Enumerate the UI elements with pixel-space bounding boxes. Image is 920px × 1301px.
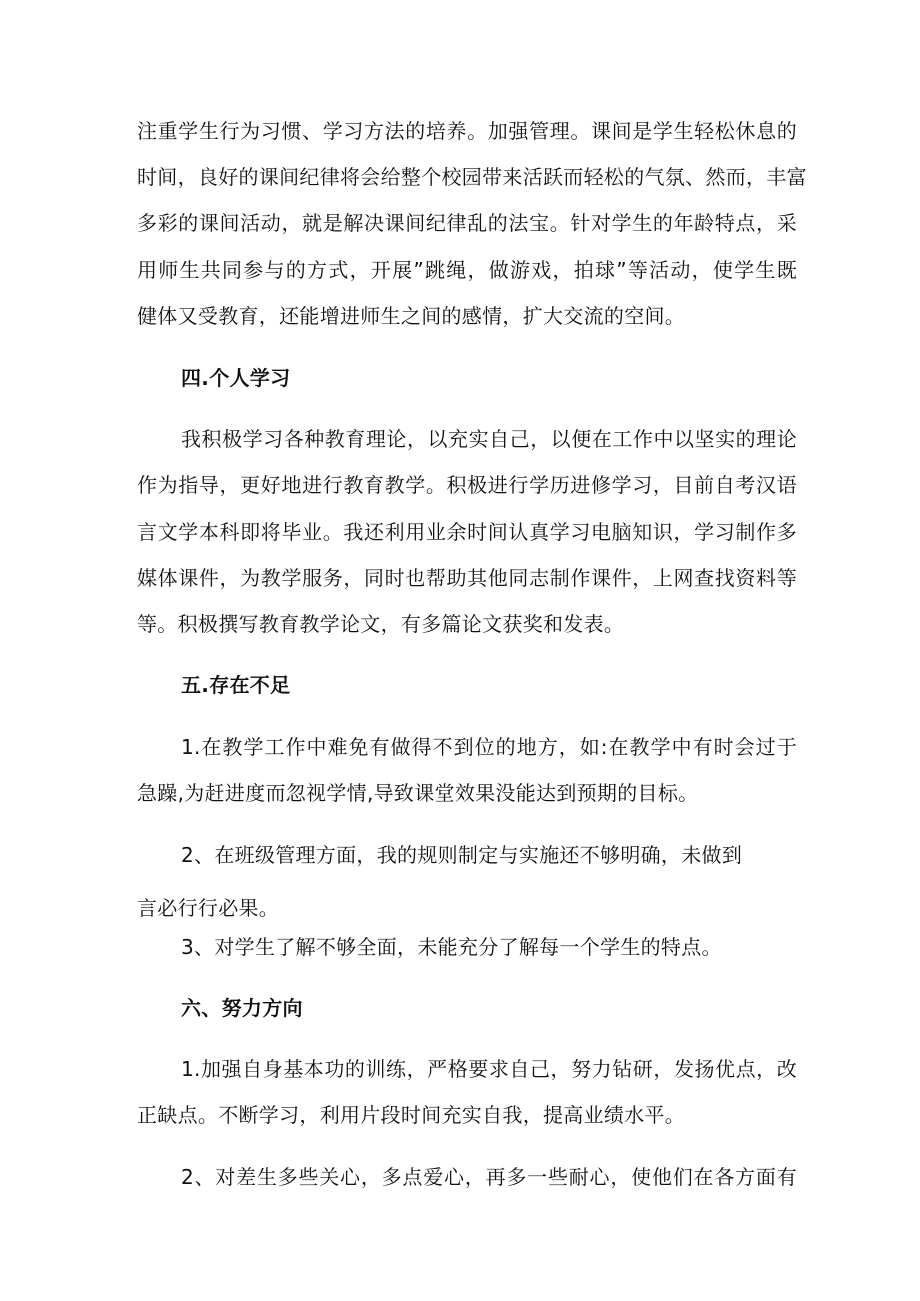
paragraph-line: 言必行行必果。 (137, 896, 280, 920)
paragraph-line: 言文学本科即将毕业。我还利用业余时间认真学习电脑知识，学习制作多 (137, 520, 797, 544)
paragraph-line: 等。积极撰写教育教学论文，有多篇论文获奖和发表。 (137, 612, 625, 636)
paragraph-line: 媒体课件，为教学服务，同时也帮助其他同志制作课件，上网查找资料等 (137, 566, 797, 590)
paragraph-line: 正缺点。不断学习，利用片段时间充实自我，提高业绩水平。 (137, 1103, 686, 1127)
paragraph-line: 3、对学生了解不够全面，未能充分了解每一个学生的特点。 (181, 935, 722, 959)
section-heading: 五.存在不足 (181, 673, 291, 697)
paragraph-line: 作为指导，更好地进行教育教学。积极进行学历进修学习，目前自考汉语 (137, 473, 797, 497)
section-heading: 六、努力方向 (181, 996, 303, 1020)
paragraph-line: 多彩的课间活动，就是解决课间纪律乱的法宝。针对学生的年龄特点，采 (137, 211, 797, 235)
paragraph-line: 急躁,为赶进度而忽视学情,导致课堂效果没能达到预期的目标。 (137, 781, 699, 805)
paragraph-line: 时间，良好的课间纪律将会给整个校园带来活跃而轻松的气氛、然而，丰富 (137, 165, 807, 189)
paragraph-line: 2、对差生多些关心，多点爱心，再多一些耐心，使他们在各方面有 (181, 1165, 797, 1189)
paragraph-line: 用师生共同参与的方式，开展”跳绳，做游戏，拍球”等活动，使学生既 (137, 258, 797, 282)
paragraph-line: 注重学生行为习惯、学习方法的培养。加强管理。课间是学生轻松休息的 (137, 119, 797, 143)
paragraph-line: 1.加强自身基本功的训练，严格要求自己，努力钻研，发扬优点，改 (181, 1057, 797, 1081)
paragraph-line: 2、在班级管理方面，我的规则制定与实施还不够明确，未做到 (181, 843, 743, 867)
paragraph-line: 健体又受教育，还能增进师生之间的感情，扩大交流的空间。 (137, 304, 686, 328)
paragraph-line: 1.在教学工作中难免有做得不到位的地方，如:在教学中有时会过于 (181, 735, 797, 759)
section-heading: 四.个人学习 (181, 366, 291, 390)
paragraph-line: 我积极学习各种教育理论，以充实自己，以便在工作中以坚实的理论 (181, 427, 797, 451)
